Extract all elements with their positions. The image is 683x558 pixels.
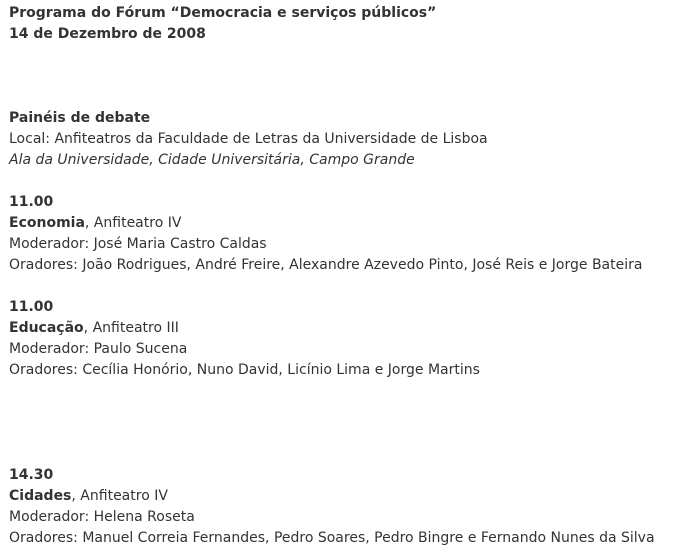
session-title (9, 486, 683, 507)
session-moderator: Moderador: Paulo Sucena (9, 341, 188, 357)
session-moderator: Moderador: José Maria Castro Caldas (9, 236, 267, 252)
spacer (9, 45, 683, 108)
session-cidades (9, 465, 683, 549)
session-room: , Anfiteatro IV (84, 215, 182, 231)
session-speakers: Oradores: Cecília Honório, Nuno David, Licínio Lima e Jorge Martins (9, 362, 480, 378)
session-title (9, 213, 683, 234)
session-room: , Anfiteatro III (83, 320, 179, 336)
session-educacao (9, 297, 683, 381)
session-speakers: Oradores: João Rodrigues, André Freire, Alexandre Azevedo Pinto, José Reis e Jorge Bateira (9, 257, 643, 273)
event-date: 14 de Dezembro de 2008 (9, 26, 206, 42)
session-moderator: Moderador: Helena Roseta (9, 509, 195, 525)
session-speakers: Oradores: Manuel Correia Fernandes, Pedro Soares, Pedro Bingre e Fernando Nunes da Silva (9, 530, 655, 546)
session-time: 11.00 (9, 194, 54, 210)
session-room: , Anfiteatro IV (71, 488, 168, 504)
spacer (9, 171, 683, 192)
session-time: 11.00 (9, 299, 54, 315)
session-title (9, 318, 683, 339)
document-title: Programa do Fórum “Democracia e serviços públicos” (9, 5, 437, 21)
session-topic: Educação (9, 320, 84, 336)
session-economia (9, 192, 683, 276)
document-body (9, 3, 683, 549)
venue-location: Local: Anfiteatros da Faculdade de Letras da Universidade de Lisboa (9, 131, 488, 147)
spacer (9, 276, 683, 297)
venue-address: Ala da Universidade, Cidade Universitária, Campo Grande (9, 152, 415, 168)
spacer (9, 381, 683, 465)
session-time: 14.30 (9, 467, 54, 483)
session-topic: Cidades (9, 488, 72, 504)
section-heading: Painéis de debate (9, 110, 151, 126)
session-topic: Economia (9, 215, 85, 231)
